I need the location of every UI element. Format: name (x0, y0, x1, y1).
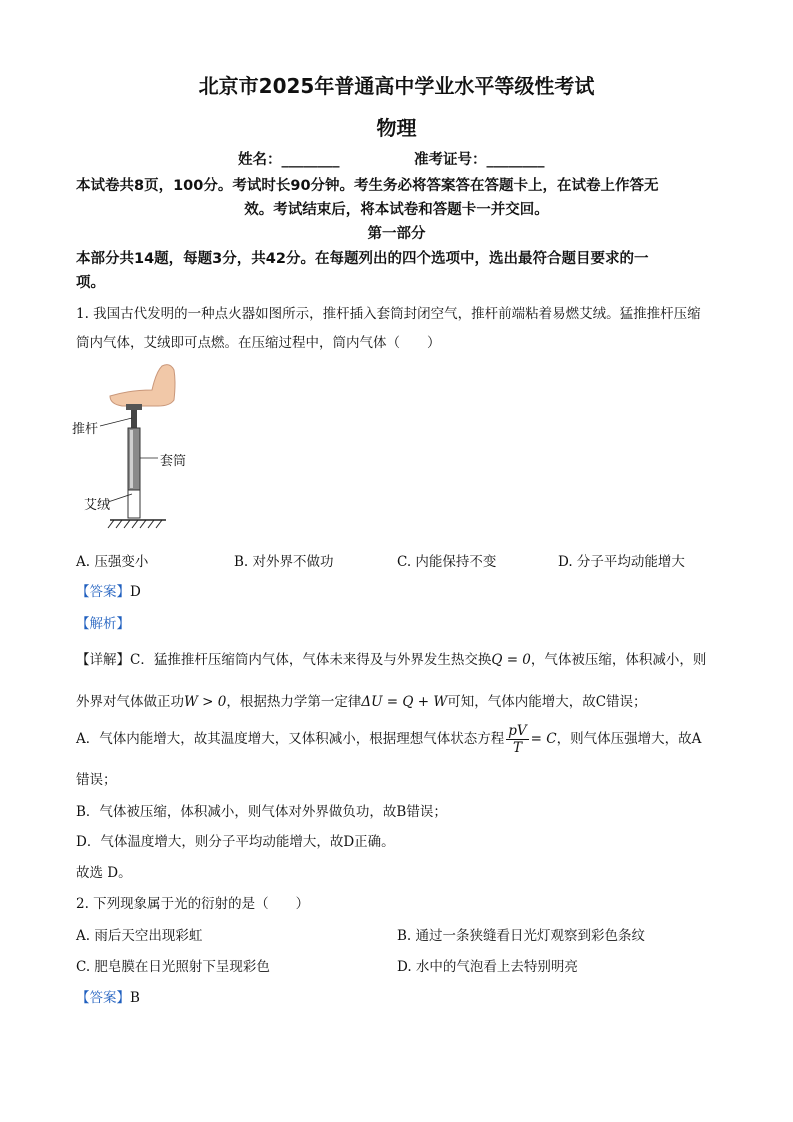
q2-option-b: B. 通过一条狭缝看日光灯观察到彩色条纹 (397, 928, 646, 944)
q1-answer-value: D (130, 584, 141, 600)
q1-stem-line-2: 筒内气体，艾绒即可点燃。在压缩过程中，筒内气体（ ） (76, 335, 441, 351)
q1-answer-line (76, 580, 141, 600)
exam-title: 北京市2025年普通高中学业水平等级性考试 (198, 74, 595, 98)
q1-detail-line-1 (76, 648, 706, 668)
q1-detail-line-4: 错误； (76, 772, 117, 788)
analysis-tag: 【解析】 (76, 616, 130, 632)
q1-option-c: C. 内能保持不变 (397, 554, 497, 570)
detail-text: 可知，气体内能增大，故C错误； (447, 694, 647, 710)
fraction-numerator: pV (508, 723, 527, 739)
q1-detail-line-2 (76, 690, 647, 710)
figure-label-moxa: 艾绒 (84, 498, 111, 513)
rod-head (126, 404, 142, 410)
fraction-denominator: T (512, 740, 522, 756)
q1-conclusion: 故选 D。 (76, 865, 132, 881)
push-rod (131, 410, 137, 428)
math-q-zero: Q = 0 (491, 652, 531, 668)
math-first-law: ΔU = Q + W (361, 694, 448, 710)
figure-label-rod: 推杆 (72, 422, 99, 437)
q1-option-a: A. 压强变小 (76, 554, 149, 570)
q1-detail-line-3 (76, 722, 701, 756)
math-equals-c: = C (530, 731, 557, 747)
fire-piston-diagram (70, 360, 210, 540)
q1-stem-line-1: 1. 我国古代发明的一种点火器如图所示，推杆插入套筒封闭空气，推杆前端粘着易燃艾绒。猛推推杆压缩 (76, 306, 701, 322)
detail-text: 外界对气体做正功 (76, 694, 184, 710)
q1-detail-line-6: D．气体温度增大，则分子平均动能增大，故D正确。 (76, 834, 395, 850)
q2-option-c: C. 肥皂膜在日光照射下呈现彩色 (76, 959, 270, 975)
q1-option-b: B. 对外界不做功 (234, 554, 334, 570)
q2-stem: 2. 下列现象属于光的衍射的是（ ） (76, 896, 310, 912)
answer-tag: 【答案】 (76, 584, 130, 600)
q1-detail-line-5: B．气体被压缩，体积减小，则气体对外界做负功，故B错误； (76, 804, 447, 820)
subject-title: 物理 (376, 116, 417, 140)
exam-id-field-label: 准考证号：________ (414, 152, 545, 168)
q2-option-a: A. 雨后天空出现彩虹 (76, 928, 203, 944)
instructions-line-2: 效。考试结束后，将本试卷和答题卡一并交回。 (244, 202, 549, 218)
name-field-label: 姓名：________ (238, 152, 340, 168)
part-description-line-1: 本部分共14题，每题3分，共42分。在每题列出的四个选项中，选出最符合题目要求的一 (76, 251, 649, 267)
sleeve-tube (128, 428, 140, 490)
answer-tag: 【答案】 (76, 990, 130, 1006)
detail-text: ，气体被压缩，体积减小，则 (530, 652, 707, 668)
q2-answer-value: B (130, 990, 140, 1006)
detail-tag: 【详解】 (76, 652, 130, 668)
detail-text: C．猛推推杆压缩筒内气体，气体未来得及与外界发生热交换 (130, 652, 492, 668)
part-description-line-2: 项。 (76, 275, 105, 291)
hand-illustration (110, 365, 175, 406)
math-ideal-gas-fraction (506, 723, 528, 756)
detail-text: A．气体内能增大，故其温度增大，又体积减小，根据理想气体状态方程 (76, 731, 505, 747)
q2-option-d: D. 水中的气泡看上去特别明亮 (397, 959, 578, 975)
moxa-chamber (128, 490, 140, 518)
q2-answer-line (76, 986, 140, 1006)
detail-text: ，根据热力学第一定律 (226, 694, 362, 710)
q1-option-d: D. 分子平均动能增大 (558, 554, 685, 570)
figure-label-sleeve: 套筒 (160, 454, 187, 469)
instructions-line-1: 本试卷共8页，100分。考试时长90分钟。考生务必将答案答在答题卡上，在试卷上作答无 (76, 178, 659, 194)
math-w-positive: W > 0 (184, 694, 227, 710)
part-heading: 第一部分 (367, 226, 426, 242)
detail-text: ，则气体压强增大，故A (556, 731, 702, 747)
fire-piston-figure (70, 360, 210, 540)
